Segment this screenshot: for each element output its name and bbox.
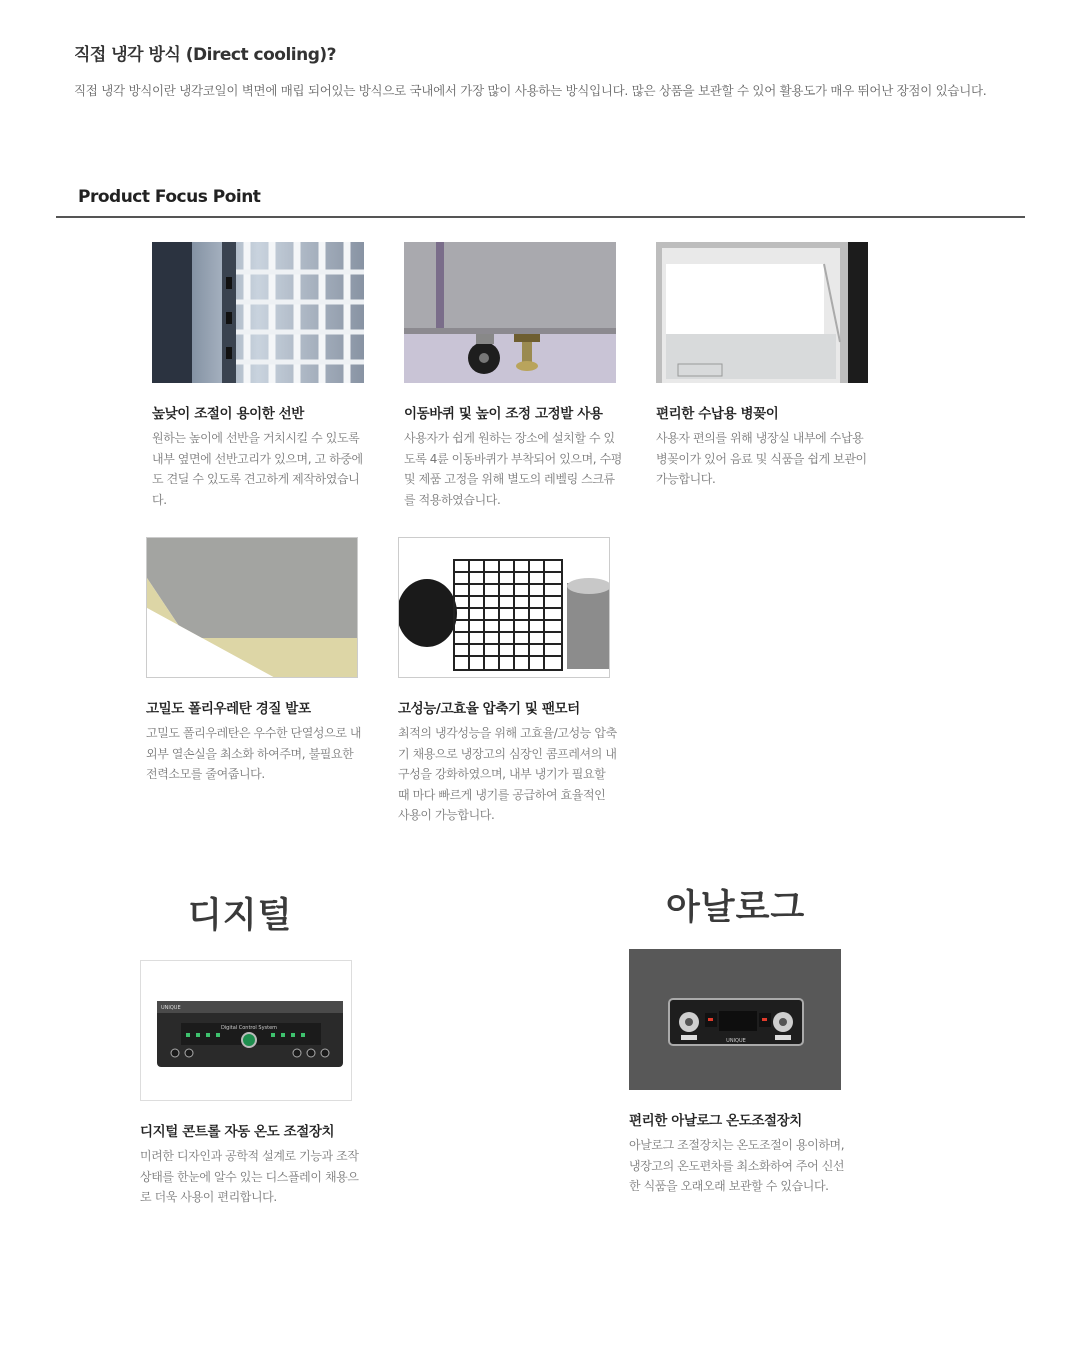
feature-desc: 사용자가 쉽게 원하는 장소에 설치할 수 있도록 4륜 이동바퀴가 부착되어 있으며, 수평 및 제품 고정을 위해 별도의 레벨링 스크류를 적용하였습니다. [404,431,622,507]
controller-title: 편리한 아날로그 온도조절장치 [629,1113,802,1129]
caster-photo [404,242,616,383]
feature-desc: 사용자 편의를 위해 냉장실 내부에 수납용 병꽂이가 있어 음료 및 식품을 쉽게 보관이 가능합니다. [656,431,867,486]
digital-controller-photo [140,960,352,1101]
feature-card-compressor [398,537,618,826]
section-divider [56,216,1025,218]
digital-label: 디지털 [188,896,293,936]
feature-desc: 고밀도 폴리우레탄은 우수한 단열성으로 내외부 열손실을 최소화 하여주며, 불필요한 전력소모를 줄여줍니다. [146,726,362,781]
focus-section-title: Product Focus Point [78,187,261,207]
controller-desc: 미려한 디자인과 공학적 설계로 기능과 조작 상태를 한눈에 알수 있는 디스플레이 채용으로 더욱 사용이 편리합니다. [140,1149,359,1204]
feature-title: 높낮이 조절이 용이한 선반 [152,406,304,422]
feature-card-insulation [146,537,366,785]
analog-label: 아날로그 [666,888,806,928]
feature-title: 고밀도 폴리우레탄 경질 발포 [146,701,311,717]
insulation-photo [146,537,358,678]
feature-card-bottle-rack [656,242,876,490]
analog-controller-photo [629,949,841,1090]
intro-title: 직접 냉각 방식 (Direct cooling)? [74,45,337,65]
controller-card-digital [140,960,360,1208]
controller-card-analog [629,949,849,1197]
feature-desc: 최적의 냉각성능을 위해 고효율/고성능 압축기 채용으로 냉장고의 심장인 콤프레셔의 내구성을 강화하였으며, 내부 냉기가 필요할 때 마다 빠르게 냉기를 공급하여 효율적인 사용이 가능합니다. [398,726,617,822]
compressor-photo [398,537,610,678]
feature-title: 편리한 수납용 병꽂이 [656,406,779,422]
feature-desc: 원하는 높이에 선반을 거치시킬 수 있도록 내부 옆면에 선반고리가 있으며, 고 하중에도 견딜 수 있도록 견고하게 제작하였습니다. [152,431,363,507]
panel-brand: UNIQUE [726,1038,746,1044]
controller-title: 디지털 콘트롤 자동 온도 조절장치 [140,1124,335,1140]
panel-brand: UNIQUE [161,1005,181,1011]
bottle-rack-photo [656,242,868,383]
feature-card-shelf [152,242,372,510]
shelf-photo [152,242,364,383]
panel-caption: Digital Control System [220,1025,278,1031]
intro-text: 직접 냉각 방식이란 냉각코일이 벽면에 매립 되어있는 방식으로 국내에서 가장 많이 사용하는 방식입니다. 많은 상품을 보관할 수 있어 활용도가 매우 뛰어난 장점이 있습니다. [74,83,987,98]
controller-desc: 아날로그 조절장치는 온도조절이 용이하며, 냉장고의 온도편차를 최소화하여 주어 신선한 식품을 오래오래 보관할 수 있습니다. [629,1138,845,1193]
feature-card-caster [404,242,624,510]
feature-title: 이동바퀴 및 높이 조정 고정발 사용 [404,406,603,422]
feature-title: 고성능/고효율 압축기 및 팬모터 [398,701,580,717]
